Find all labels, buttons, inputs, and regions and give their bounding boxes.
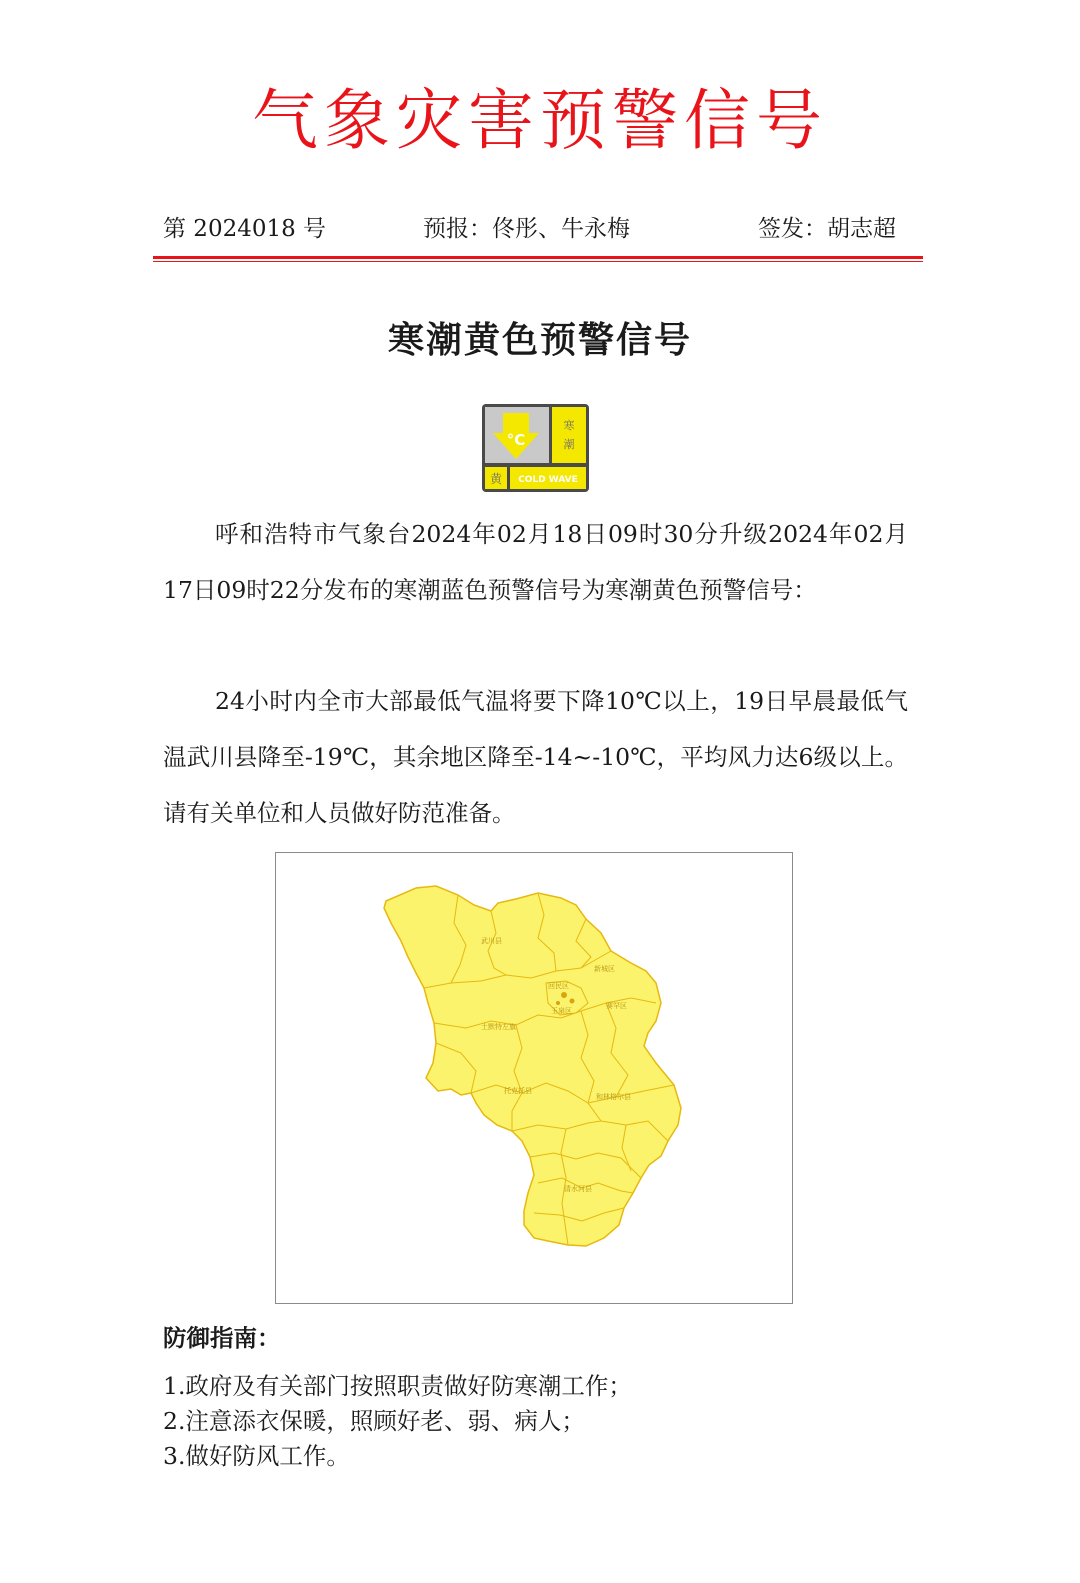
map-region-outline bbox=[384, 886, 681, 1246]
map-label-xincheng: 新城区 bbox=[594, 965, 615, 973]
icon-char-1: 寒 bbox=[563, 419, 575, 432]
warning-paragraph-1: 呼和浩特市气象台2024年02月18日09时30分升级2024年02月17日09时22分发布的寒潮蓝色预警信号为寒潮黄色预警信号： bbox=[163, 520, 908, 604]
icon-level-char: 黄 bbox=[489, 472, 503, 486]
forecaster-names: 预报：佟彤、牛永梅 bbox=[423, 216, 630, 242]
map-label-huimin: 回民区 bbox=[548, 982, 569, 990]
map-label-wuchuan: 武川县 bbox=[481, 937, 502, 945]
map-label-tuoketuo: 托克托县 bbox=[504, 1087, 532, 1095]
map-label-saihan: 赛罕区 bbox=[606, 1002, 627, 1010]
document-number: 第 2024018 号 bbox=[163, 216, 327, 242]
warning-title: 寒潮黄色预警信号 bbox=[387, 319, 692, 361]
map-label-qingshuihe: 清水河县 bbox=[564, 1185, 592, 1193]
icon-celsius-symbol: °C bbox=[506, 431, 526, 449]
icon-char-2: 潮 bbox=[563, 438, 575, 451]
defense-guide-item: 3.做好防风工作。 bbox=[163, 1442, 350, 1470]
icon-caption: COLD WAVE bbox=[518, 475, 578, 485]
map-label-yuquan: 玉泉区 bbox=[551, 1007, 572, 1015]
defense-guide-heading: 防御指南： bbox=[163, 1324, 281, 1352]
header-divider-thin bbox=[153, 261, 923, 262]
header-divider-thick bbox=[153, 256, 923, 259]
defense-guide-item: 2.注意添衣保暖，照顾好老、弱、病人； bbox=[163, 1407, 585, 1435]
defense-guide-item: 1.政府及有关部门按照职责做好防寒潮工作； bbox=[163, 1372, 632, 1400]
warning-area-map bbox=[275, 852, 793, 1304]
masthead-title: 气象灾害预警信号 bbox=[252, 82, 828, 159]
map-label-helinge: 和林格尔县 bbox=[596, 1093, 631, 1101]
issuer-name: 签发：胡志超 bbox=[758, 216, 896, 242]
cold-wave-yellow-warning-icon bbox=[481, 403, 590, 493]
warning-paragraph-2: 24小时内全市大部最低气温将要下降10℃以上，19日早晨最低气温武川县降至-19℃，其余地区降至-14~-10℃，平均风力达6级以上。请有关单位和人员做好防范准备。 bbox=[163, 687, 908, 827]
map-label-tumote: 土默特左旗 bbox=[481, 1023, 516, 1031]
